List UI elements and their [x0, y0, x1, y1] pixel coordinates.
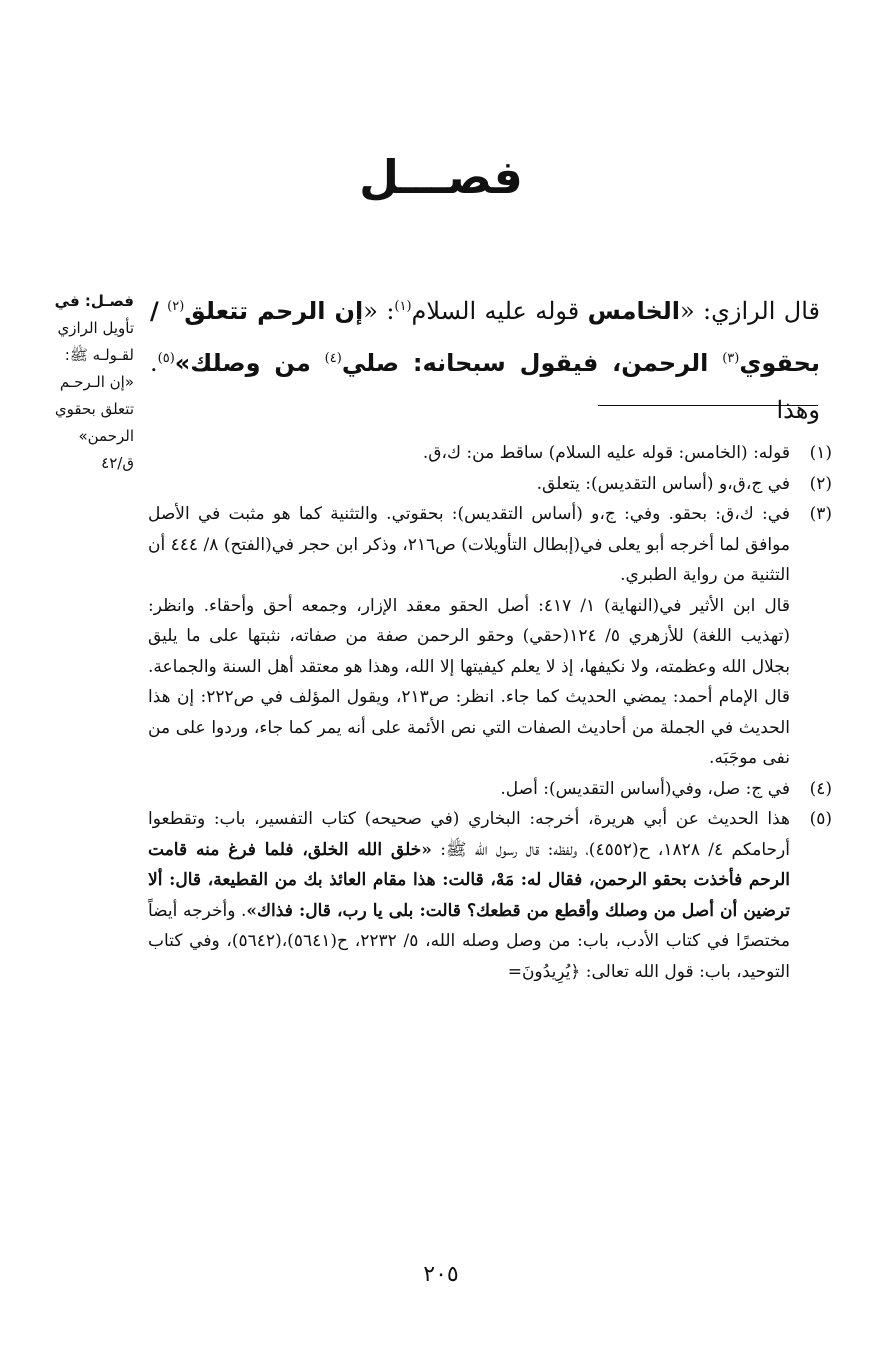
margin-note-line: ق/٤٢ — [101, 454, 134, 472]
main-text-run: قال الرازي: « — [680, 297, 820, 325]
footnote — [148, 774, 832, 805]
footnote-text — [148, 499, 790, 774]
main-text-run: : « — [363, 297, 395, 325]
margin-note-line: الرحمن» — [78, 427, 134, 445]
footnote-number: (٢) — [809, 473, 832, 494]
footnote — [148, 499, 832, 774]
footnote-number: (٥) — [809, 809, 832, 829]
footnote-text — [148, 804, 790, 987]
main-text-run: قوله عليه السلام — [411, 297, 588, 325]
footnote-ref[interactable]: (٥) — [157, 351, 175, 366]
margin-note — [48, 288, 134, 477]
footnote-ref[interactable]: (١) — [394, 299, 412, 314]
margin-note-line: فصـل: في — [54, 292, 134, 310]
footnote-run: . وأخرجه أيضاً مختصرًا في كتاب الأدب، باب: من وصل وصله الله، ٥/ ٢٢٣٢، ح(٥٦٤١)،(٥٦٤٢)، وفي كتاب التوحيد، باب: قول الله تعالى: ﴿يُرِيدُونَ= — [148, 900, 791, 982]
margin-note-line: لقـولـه ﷺ: — [64, 346, 134, 364]
footnote — [148, 469, 832, 500]
footnote-number: (٣) — [809, 504, 832, 524]
footnote-run: هذا الحديث عن أبي هريرة، أخرجه: البخاري (في صحيحه) كتاب التفسير، باب: وتقطعوا أرحامكم ٤/ ١٨٢٨، ح(٤٥٥٢)، ولفظه: قال رسول الله ﷺ: — [148, 809, 790, 860]
main-text-bold: من وصلك» — [174, 349, 325, 377]
footnote-ref[interactable]: (٣) — [722, 351, 740, 366]
main-text — [150, 283, 820, 434]
footnote-paragraph: قال ابن الأثير في(النهاية) ١/ ٤١٧: أصل الحقو معقد الإزار، وجمعه أحق وأحقاء. وانظر: (تهذيب اللغة) للأزهري ٥/ ١٢٤(حقي) وحقو الرحمن صفة من صفاته، نثبتها على ما يليق بجلال الله وعظمته، ولا نكيفها، إذ لا يعلم كيفيتها إلا الله، وهذا هو معتقد أهل السنة والجماعة. قال الإمام أحمد: يمضي الحديث كما جاء. انظر: ص٢١٣، ويقول المؤلف في ص٢٢٢: إن هذا الحديث في الجملة من أحاديث الصفات التي نص الأئمة على أنه يمر كما جاء، وردوا على من نفى موجَبَه. — [148, 595, 790, 768]
footnote — [148, 804, 832, 987]
footnote-number: (٤) — [809, 778, 832, 799]
footnote-number: (١) — [809, 443, 832, 463]
section-heading: فصـــل — [359, 150, 523, 204]
page-number: ٢٠٥ — [423, 1262, 459, 1287]
footnote-separator — [598, 405, 818, 406]
footnote-ref[interactable]: (٤) — [324, 351, 342, 366]
main-text-bold: الخامس — [587, 297, 680, 325]
hadith-quote: «خلق الله الخلق، فلما فرغ منه قامت الرحم فأخذت بحقو الرحمن، فقال له: مَهْ، قالت: هذا مقام العائذ بك من القطيعة، قال: ألا ترضين أن أصل من وصلك وأقطع من قطعك؟ قالت: بلى يا رب، قال: فذاك» — [148, 839, 790, 921]
margin-note-line: «إن الـرحـم — [59, 373, 134, 391]
footnote — [148, 438, 832, 469]
main-text-bold: إن الرحم تتعلق — [184, 297, 364, 325]
footnote-text: في ج،ق،و (أساس التقديس): يتعلق. — [536, 473, 790, 494]
footnote-paragraph: في: ك،ق: بحقو. وفي: ج،و (أساس التقديس): بحقوتي. والتثنية كما هو مثبت في الأصل موافق لما أخرجه أبو يعلى في(إبطال التأويلات) ص٢١٦، وذكر ابن حجر في(الفتح) ٨/ ٤٤٤ أن التثنية من رواية الطبري. — [148, 504, 790, 585]
footnote-text: في ج: صل، وفي(أساس التقديس): أصل. — [500, 778, 790, 799]
main-text-bold: الرحمن، فيقول سبحانه: صلي — [341, 349, 723, 377]
main-text-bold: / بحقوي — [150, 297, 820, 377]
footnote-text: قوله: (الخامس: قوله عليه السلام) ساقط من: ك،ق. — [422, 443, 790, 463]
footnotes — [148, 438, 832, 987]
margin-note-line: تأويل الرازي — [57, 319, 134, 337]
footnote-ref[interactable]: (٢) — [167, 299, 185, 314]
main-text-run: . وهذا — [150, 349, 820, 424]
margin-note-line: تتعلق بحقوي — [54, 400, 134, 418]
